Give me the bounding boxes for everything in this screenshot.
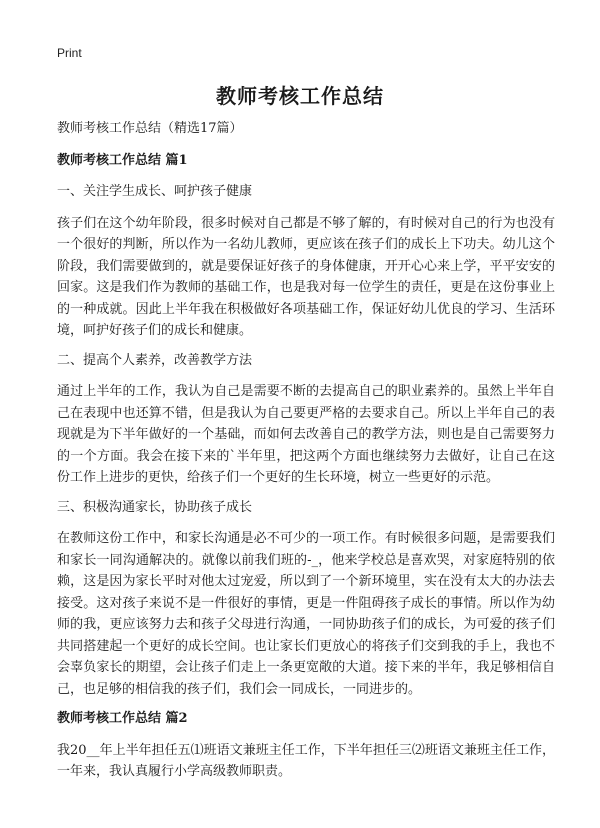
- document-subtitle: 教师考核工作总结（精选17篇）: [57, 121, 243, 136]
- print-link[interactable]: Print: [57, 46, 82, 60]
- document-body: [57, 118, 555, 791]
- page-title: 教师考核工作总结: [216, 84, 384, 108]
- section-paragraph: 在教师这份工作中，和家长沟通是必不可少的一项工作。有时候很多问题，是需要我们和家长一同沟通解决的。就像以前我们班的-_，他来学校总是喜欢哭，对家庭特别的依赖，这是因为家长平时对他太过宠爱，所以到了一个新环境里，实在没有太大的办法去接受。这对孩子来说不是一件很好的事情，更是一件阻碍孩子成长的事情。所以作为幼师的我，更应该努力去和孩子父母进行沟通，一同协助孩子们的成长，为可爱的孩子们共同搭建起一个更好的成长空间。也让家长们更放心的将孩子们交到我的手上，我也不会辜负家长的期望，会让孩子们走上一条更宽敞的大道。接下来的半年，我足够相信自己，也足够的相信我的孩子们，我们会一同成长，一同进步的。: [57, 531, 555, 697]
- section-heading: 教师考核工作总结 篇2: [57, 711, 188, 726]
- section-2: [57, 708, 555, 783]
- section-point: 二、提高个人素养，改善教学方法: [57, 352, 253, 368]
- section-paragraph: 我20__年上半年担任五⑴班语文兼班主任工作，下半年担任三⑵班语文兼班主任工作，一年来，我认真履行小学高级教师职责。: [57, 742, 555, 779]
- section-paragraph: 孩子们在这个幼年阶段，很多时候对自己都是不够了解的，有时候对自己的行为也没有一个很好的判断，所以作为一名幼儿教师，更应该在孩子们的成长上下功夫。幼儿这个阶段，我们需要做到的，就是要保证好孩子的身体健康，开开心心来上学，平平安安的回家。这是我们作为教师的基础工作，也是我对每一位学生的责任，更是在这份事业上的一种成就。因此上半年我在积极做好各项基础工作，保证好幼儿优良的学习、生活环境，呵护好孩子们的成长和健康。: [57, 215, 555, 338]
- section-point: 一、关注学生成长、呵护孩子健康: [57, 184, 253, 199]
- section-1: [57, 150, 555, 701]
- section-heading: 教师考核工作总结 篇1: [57, 152, 188, 168]
- section-point: 三、积极沟通家长，协助孩子成长: [57, 499, 253, 515]
- section-paragraph: 通过上半年的工作，我认为自己是需要不断的去提高自己的职业素养的。虽然上半年自己在表现中也还算不错，但是我认为自己要更严格的去要求自己。所以上半年自己的表现就是为下半年做好的一个基础，而如何去改善自己的教学方法，则也是自己需要努力的一个方面。我会在接下来的`半年里，把这两个方面也继续努力去做好，让自己在这份工作上进步的更快，给孩子们一个更好的生长环境，树立一些更好的示范。: [57, 384, 555, 485]
